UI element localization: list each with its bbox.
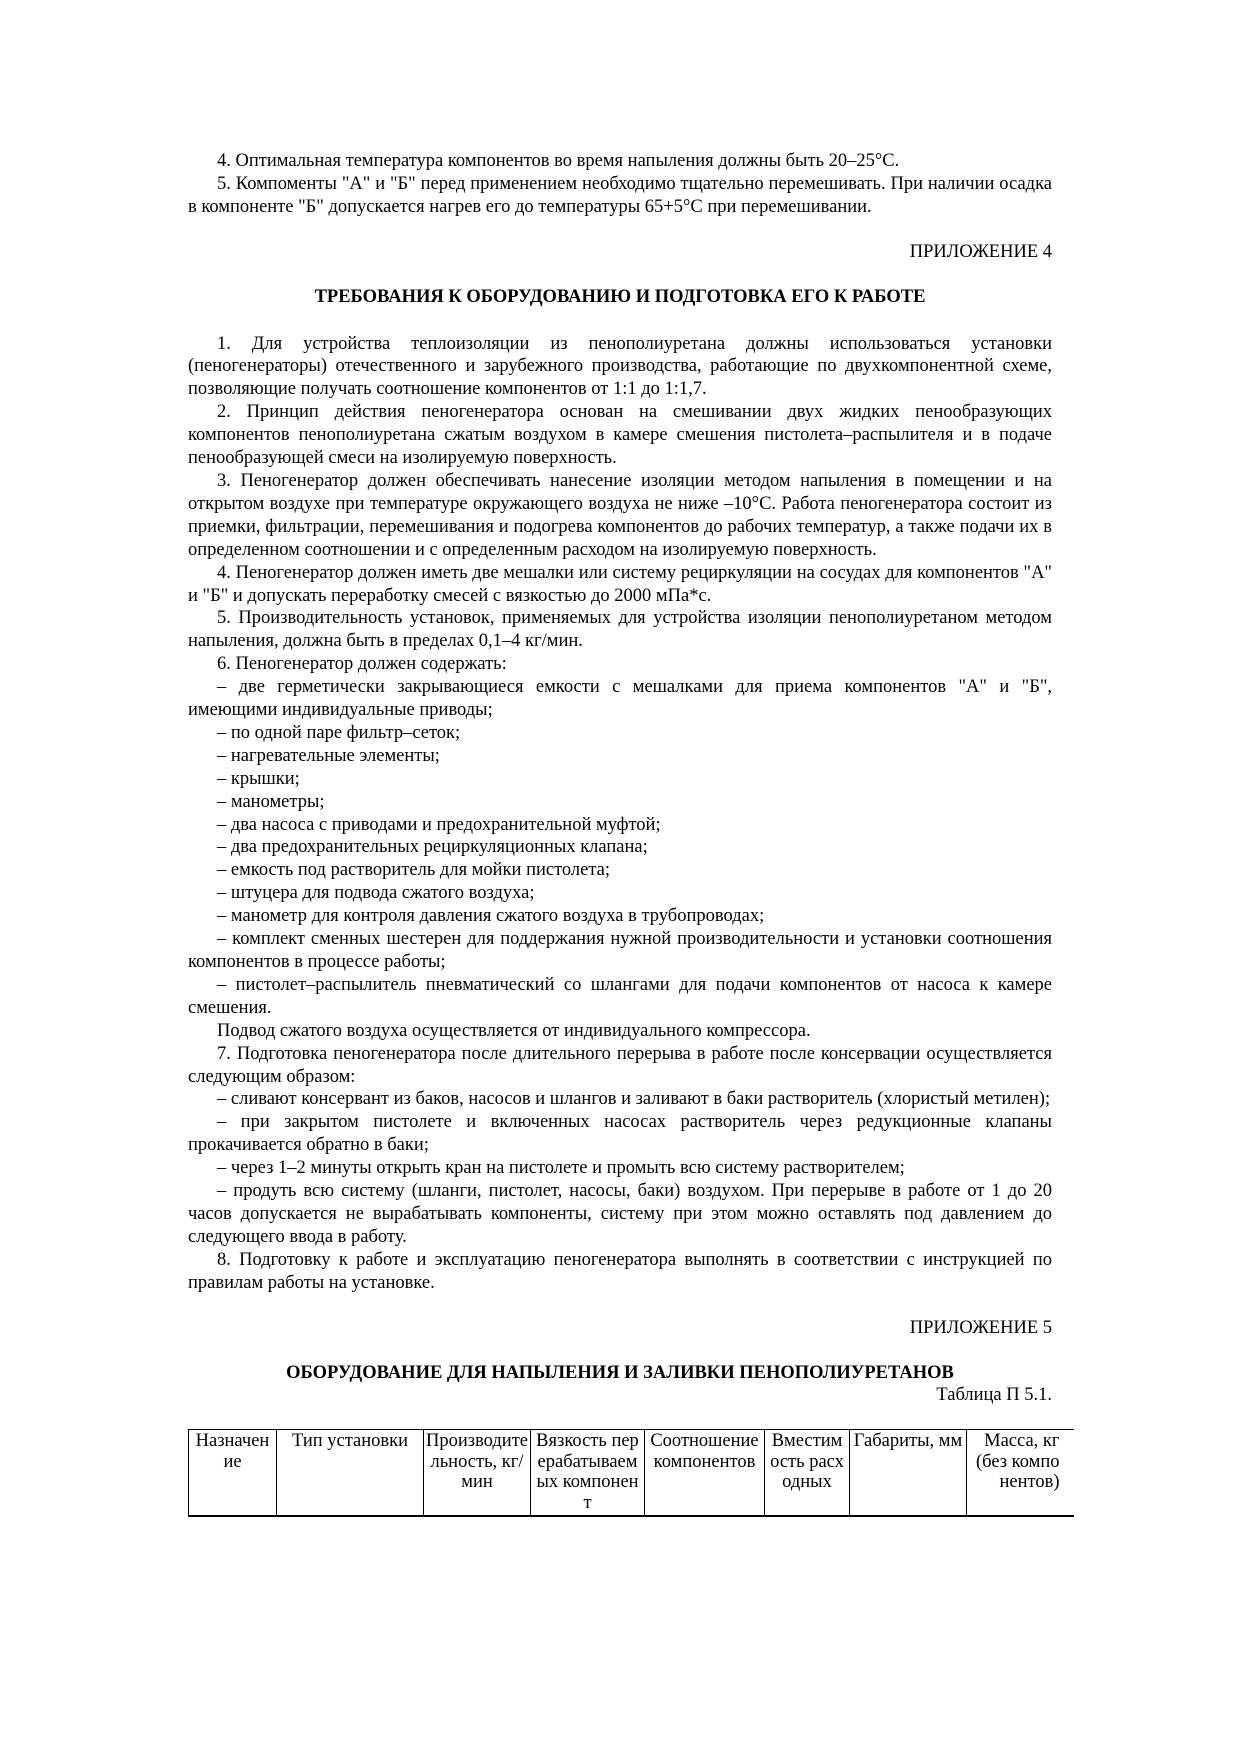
table-header-row [189,1430,1074,1517]
appendix4-body [188,333,1052,1295]
list-item: – сливают консервант из баков, насосов и шлангов и заливают в баки растворитель (хлористый метилен); [217,1089,1051,1110]
paragraph: 5. Компоменты "А" и "Б" перед применением необходимо тщательно перемешивать. При наличии осадка в компоненте "Б" допускается нагрев его до температуры 65+5°С при перемешивании. [188,173,1052,217]
list-item: – пистолет–распылитель пневматический со шлангами для подачи компонентов от насоса к камере смешения. [188,974,1052,1018]
paragraph: Подвод сжатого воздуха осуществляется от индивидуального компрессора. [217,1020,811,1041]
list-item: – два насоса с приводами и предохранительной муфтой; [217,814,661,835]
list-item: – две герметически закрывающиеся емкости с мешалками для приема компонентов "А" и "Б", имеющими индивидуальные приводы; [188,677,1052,721]
section-heading: ТРЕБОВАНИЯ К ОБОРУДОВАНИЮ И ПОДГОТОВКА ЕГО К РАБОТЕ [314,286,926,307]
table-header-cell: Масса, кг (без компонентов) [967,1430,1074,1517]
appendix-label: ПРИЛОЖЕНИЕ 4 [909,241,1052,262]
table-header-cell: Соотношение компонентов [645,1430,765,1517]
list-item: – манометры; [217,791,325,812]
list-item: – через 1–2 минуты открыть кран на пистолете и промыть всю систему растворителем; [217,1158,905,1179]
list-item: – емкость под растворитель для мойки пистолета; [217,860,611,881]
equipment-table [188,1429,1074,1517]
appendix-label: ПРИЛОЖЕНИЕ 5 [909,1317,1052,1338]
paragraph: 1. Для устройства теплоизоляции из пенополиуретана должны использоваться установки (пеногенераторы) отечественного и зарубежного производства, работающие по двухкомпонентной схеме, позволяющие получать соотношение компонентов от 1:1 до 1:1,7. [188,333,1052,400]
paragraph: 6. Пеногенератор должен содержать: [217,654,507,675]
paragraph: 5. Производительность установок, применяемых для устройства изоляции пенополиуретаном методом напыления, должна быть в пределах 0,1–4 кг/мин. [188,608,1052,652]
list-item: – по одной паре фильтр–сеток; [217,722,461,743]
document-page [188,150,1060,1517]
paragraph: 4. Пеногенератор должен иметь две мешалки или систему рециркуляции на сосудах для компонентов "А" и "Б" и допускать переработку смесей с вязкостью до 2000 мПа*с. [188,562,1052,606]
paragraph: 2. Принцип действия пеногенератора основан на смешивании двух жидких пенообразующих компонентов пенополиуретана сжатым воздухом в камере смешения пистолета–распылителя и в подаче пенообразующей смеси на изолируемую поверхность. [188,402,1052,469]
list-item: – продуть всю систему (шланги, пистолет, насосы, баки) воздухом. При перерыве в работе от 1 до 20 часов допускается не вырабатывать компоненты, систему при этом можно оставлять под давлением до следующего ввода в работу. [188,1181,1052,1247]
table-header-cell: Габариты, мм [850,1430,967,1517]
list-item: – при закрытом пистолете и включенных насосах растворитель через редукционные клапаны прокачивается обратно в баки; [188,1112,1052,1156]
paragraph: 4. Оптимальная температура компонентов во время напыления должны быть 20–25°С. [217,151,900,171]
list-item: – два предохранительных рециркуляционных клапана; [217,837,648,858]
section-heading: ОБОРУДОВАНИЕ ДЛЯ НАПЫЛЕНИЯ И ЗАЛИВКИ ПЕНОПОЛИУРЕТАНОВ [286,1362,954,1383]
list-item: – крышки; [217,768,300,789]
list-item: – нагревательные элементы; [217,745,440,766]
paragraph: 8. Подготовку к работе и эксплуатацию пеногенератора выполнять в соответствии с инструкцией по правилам работы на установке. [188,1249,1052,1293]
table-header-cell: Тип установки [277,1430,424,1517]
table-header-cell: Вместимость расходных [765,1430,850,1517]
table-header-cell: Производительность, кг/мин [424,1430,531,1517]
table-header-cell: Вязкость перерабатываемых компонент [531,1430,645,1517]
table-header-cell: Назначение [189,1430,277,1517]
paragraph: 3. Пеногенератор должен обеспечивать нанесение изоляции методом напыления в помещении и на открытом воздухе при температуре окружающего воздуха не ниже –10°С. Работа пеногенератора состоит из приемки, фильтрации, перемешивания и подогрева компонентов до рабочих температур, а также подачи их в определенном соотношении и с определенным расходом на изолируемую поверхность. [188,470,1052,560]
list-item: – штуцера для подвода сжатого воздуха; [217,883,535,904]
list-item: – комплект сменных шестерен для поддержания нужной производительности и установки соотношения компонентов в процессе работы; [188,929,1052,972]
table-caption: Таблица П 5.1. [936,1385,1052,1406]
paragraph: 7. Подготовка пеногенератора после длительного перерыва в работе после консервации осуществляется следующим образом: [188,1043,1052,1087]
list-item: – манометр для контроля давления сжатого воздуха в трубопроводах; [217,906,765,927]
